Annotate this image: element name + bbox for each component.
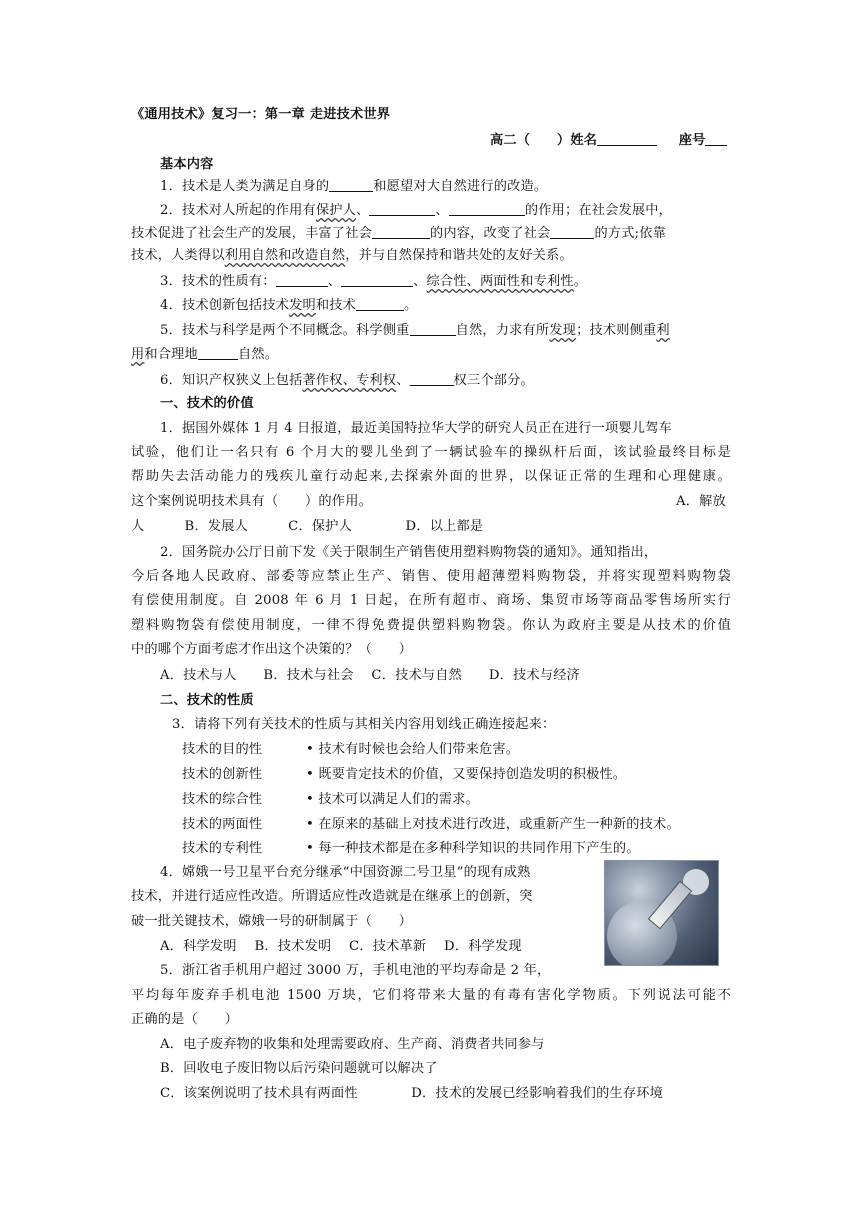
text: 、 xyxy=(356,203,370,218)
text: 、 xyxy=(435,203,449,218)
q4-line-2: 技术，并进行适应性改造。所谓适应性改造就是在继承上的创新，突 xyxy=(131,889,533,904)
text: 、 xyxy=(327,274,342,289)
basic-item-5 xyxy=(160,321,670,339)
q3-right-2: • 既要肯定技术的价值，又要保持创造发明的积极性。 xyxy=(306,767,627,782)
q1-line-4: 这个案例说明技术具有（ ）的作用。 xyxy=(131,494,372,509)
basic-item-2-cont2 xyxy=(131,247,573,264)
q1-options: 人 B．发展人 C．保护人 D．以上都是 xyxy=(131,519,484,534)
basic-item-2 xyxy=(160,201,672,219)
q3-intro: 3．请将下列有关技术的性质与其相关内容用划线正确连接起来： xyxy=(172,717,556,732)
q4-line-1: 4．嫦娥一号卫星平台充分继承“中国资源二号卫星”的现有成熟 xyxy=(160,865,531,880)
text: 2．技术对人所起的作用有 xyxy=(160,203,316,218)
text: 4．技术创新包括技术 xyxy=(160,298,290,313)
basic-item-1 xyxy=(160,177,547,195)
class-name-label: 高二（ ）姓名 xyxy=(490,133,598,148)
text: 、 xyxy=(413,274,427,289)
wavy-text: 利 xyxy=(656,323,670,338)
fill-blank[interactable] xyxy=(410,371,454,386)
section-heading-value: 一、技术的价值 xyxy=(160,396,254,411)
q5-line-2: 平均每年废弃手机电池 1500 万块，它们将带来大量的有毒有害化学物质。下列说法可能不 xyxy=(131,988,731,1003)
q3-right-4: • 在原来的基础上对技术进行改进，或重新产生一种新的技术。 xyxy=(306,817,680,832)
q3-right-1: • 技术有时候也会给人们带来危害。 xyxy=(306,742,520,757)
text: 。 xyxy=(404,298,418,313)
satellite-photo xyxy=(604,860,719,966)
wavy-text: 著作权、专利权 xyxy=(302,373,397,388)
fill-blank[interactable] xyxy=(341,272,413,287)
q1-line-2: 试验，他们让一名只有 6 个月大的婴儿坐到了一辆试验车的操纵杆后面，该试验最终目标是 xyxy=(131,445,731,460)
q3-left-3: 技术的综合性 xyxy=(182,792,263,807)
q1-option-a: A．解放 xyxy=(676,494,726,509)
text: 1．技术是人类为满足自身的 xyxy=(160,179,330,194)
text: 、 xyxy=(396,373,410,388)
q5-option-a: A．电子废弃物的收集和处理需要政府、生产商、消费者共同参与 xyxy=(160,1037,545,1052)
fill-blank[interactable] xyxy=(410,321,456,336)
q2-line-5: 中的哪个方面考虑才作出这个决策的？（ ） xyxy=(131,642,413,657)
text: ，并与自然保持和谐共处的友好关系。 xyxy=(345,248,573,263)
fill-blank[interactable] xyxy=(329,177,373,192)
q2-line-2: 今后各地人民政府、部委等应禁止生产、销售、使用超薄塑料购物袋，并将实现塑料购物袋 xyxy=(131,569,731,584)
text: 和合理地 xyxy=(144,347,198,362)
q3-left-5: 技术的专利性 xyxy=(182,841,263,856)
fill-blank[interactable] xyxy=(449,201,525,216)
text: 技术，人类得以 xyxy=(131,248,225,263)
q5-line-1: 5．浙江省手机用户超过 3000 万，手机电池的平均寿命是 2 年， xyxy=(160,963,551,978)
fill-blank[interactable] xyxy=(356,296,404,311)
wavy-text: 保护人 xyxy=(315,203,357,218)
seat-blank[interactable] xyxy=(705,131,727,146)
q3-right-5: • 每一种技术都是在多种科学知识的共同作用下产生的。 xyxy=(306,841,640,856)
basic-item-3 xyxy=(160,272,587,290)
q3-right-3: • 技术可以满足人们的需求。 xyxy=(306,792,480,807)
q3-left-1: 技术的目的性 xyxy=(182,742,263,757)
basic-item-5-cont xyxy=(131,345,278,363)
fill-blank[interactable] xyxy=(372,224,430,239)
q3-left-4: 技术的两面性 xyxy=(182,817,263,832)
basic-item-6 xyxy=(160,371,534,389)
basic-item-4 xyxy=(160,296,417,314)
wavy-text: 综合性、两面性和专利性 xyxy=(426,274,574,289)
fill-blank[interactable] xyxy=(198,345,238,360)
q2-line-1: 2．国务院办公厅日前下发《关于限制生产销售使用塑料购物袋的通知》。通知指出， xyxy=(160,545,658,560)
text: 的内容，改变了社会 xyxy=(429,226,551,241)
fill-blank[interactable] xyxy=(550,224,594,239)
text: 和愿望对大自然进行的改造。 xyxy=(373,179,548,194)
text: 的方式;依靠 xyxy=(594,226,667,241)
text: 6．知识产权狭义上包括 xyxy=(160,373,303,388)
fill-blank[interactable] xyxy=(276,272,328,287)
q1-line-3: 帮助失去活动能力的残疾儿童行动起来,去探索外面的世界，以保证正常的生理和心理健康。 xyxy=(131,469,731,484)
wavy-text: 用 xyxy=(131,347,145,362)
text: 技术促进了社会生产的发展，丰富了社会 xyxy=(131,226,372,241)
q5-option-cd: C．该案例说明了技术具有两面性 D．技术的发展已经影响着我们的生存环境 xyxy=(160,1086,664,1101)
q2-line-3: 有偿使用制度。自 2008 年 6 月 1 日起，在所有超市、商场、集贸市场等商品零售场所实行 xyxy=(131,593,731,608)
text: 权三个部分。 xyxy=(453,373,534,388)
q4-line-3: 破一批关键技术，嫦娥一号的研制属于（ ） xyxy=(131,914,413,929)
text: ；技术则侧重 xyxy=(576,323,657,338)
q4-options: A．科学发明 B．技术发明 C．技术革新 D．科学发现 xyxy=(160,939,522,954)
seat-label: 座号 xyxy=(678,133,706,148)
q2-options: A．技术与人 B．技术与社会 C．技术与自然 D．技术与经济 xyxy=(160,668,580,683)
q3-left-2: 技术的创新性 xyxy=(182,767,263,782)
basic-item-2-cont xyxy=(131,224,666,242)
q2-line-4: 塑料购物袋有偿使用制度，一律不得免费提供塑料购物袋。你认为政府主要是从技术的价值 xyxy=(131,618,731,633)
text: 5．技术与科学是两个不同概念。科学侧重 xyxy=(160,323,410,338)
section-heading-nature: 二、技术的性质 xyxy=(160,693,254,708)
q1-line-1: 1．据国外媒体 1 月 4 日报道，最近美国特拉华大学的研究人员正在进行一项婴儿驾车 xyxy=(160,421,672,436)
page-title: 《通用技术》复习一：第一章 走进技术世界 xyxy=(131,107,391,122)
wavy-text: 发现 xyxy=(549,323,577,338)
name-blank[interactable] xyxy=(597,131,657,146)
student-info xyxy=(490,131,727,149)
text: 3．技术的性质有： xyxy=(160,274,276,289)
text: 自然，力求有所 xyxy=(455,323,550,338)
fill-blank[interactable] xyxy=(369,201,435,216)
text: 。 xyxy=(573,274,588,289)
q5-option-b: B．回收电子废旧物以后污染问题就可以解决了 xyxy=(160,1061,438,1076)
text: 的作用；在社会发展中， xyxy=(524,203,673,218)
q5-line-3: 正确的是（ ） xyxy=(131,1012,239,1027)
text: 和技术 xyxy=(315,298,357,313)
wavy-text: 利用自然和改造自然 xyxy=(224,248,346,263)
section-heading-basic: 基本内容 xyxy=(160,157,214,172)
wavy-text: 发明 xyxy=(289,298,316,313)
text: 自然。 xyxy=(237,347,279,362)
